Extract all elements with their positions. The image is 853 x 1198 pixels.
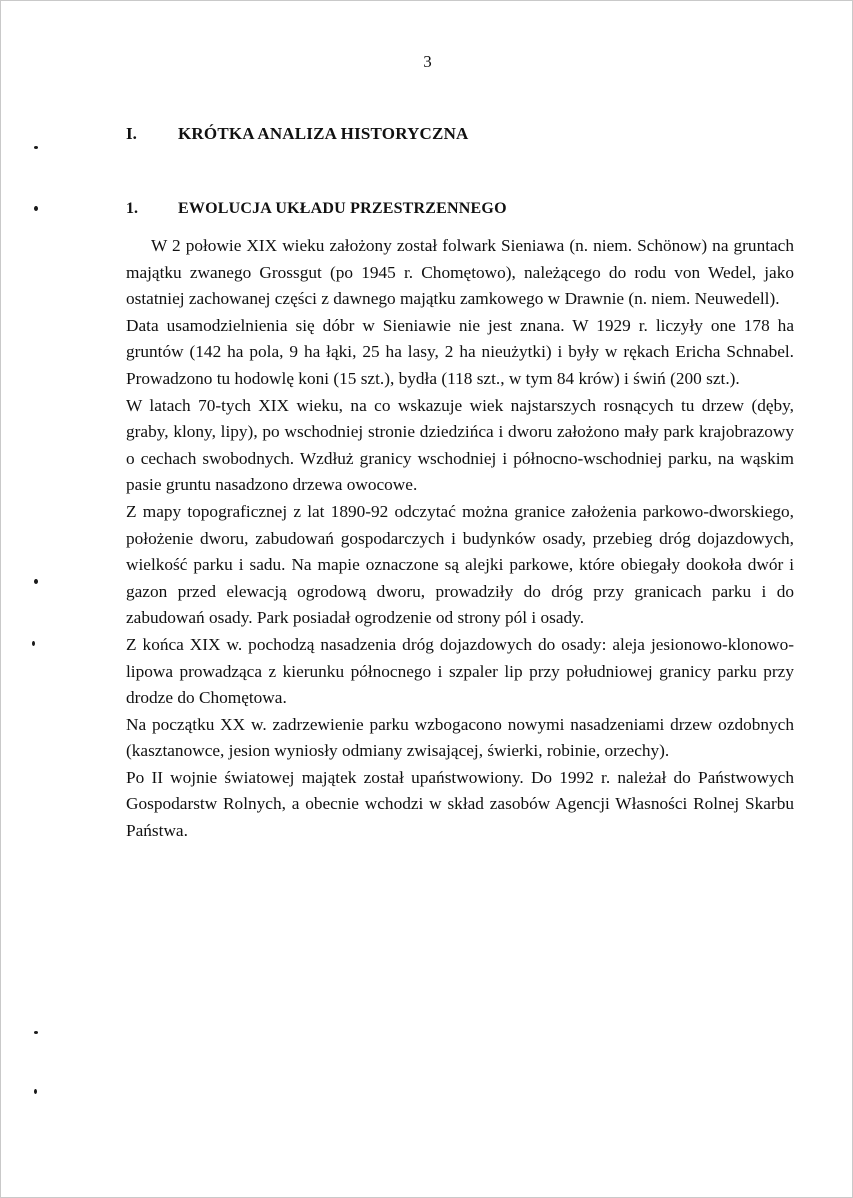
section-title: KRÓTKA ANALIZA HISTORYCZNA xyxy=(178,124,469,143)
paragraph: Z mapy topograficznej z lat 1890-92 odczytać można granice założenia parkowo-dworskiego, położenie dworu, zabudowań gospodarczych i budynków osady, przebieg dróg dojazdowych, wielkość parku i sadu. Na mapie oznaczone są alejki parkowe, które obiegały dookoła dwór i gazon przed elewacją ogrodową dworu, prowadziły do dróg przy granicach parku i do zabudowań osady. Park posiadał ogrodzenie od strony pól i osady. xyxy=(126,501,794,628)
paragraph: W 2 połowie XIX wieku założony został folwark Sieniawa (n. niem. Schönow) na gruntach majątku zwanego Grossgut (po 1945 r. Chomętowo), należącego do rodu von Wedel, jako ostatniej zachowanej części z dawnego majątku zamkowego w Drawnie (n. niem. Neuwedell). xyxy=(126,236,794,309)
scan-mark xyxy=(32,641,35,646)
paragraph: Na początku XX w. zadrzewienie parku wzbogacono nowymi nasadzeniami drzew ozdobnych (kasztanowce, jesion wyniosły odmiany zwisającej, świerki, robinie, orzechy). xyxy=(126,714,794,761)
section-number: I. xyxy=(126,124,137,143)
paragraph: W latach 70-tych XIX wieku, na co wskazuje wiek najstarszych rosnących tu drzew (dęby, graby, klony, lipy), po wschodniej stronie dziedzińca i dworu założono mały park krajobrazowy o cechach swobodnych. Wzdłuż granicy wschodniej i północno-wschodniej parku, na wąskim pasie gruntu nasadzono drzewa owocowe. xyxy=(126,395,794,495)
subsection-title: EWOLUCJA UKŁADU PRZESTRZENNEGO xyxy=(178,200,507,217)
scan-mark xyxy=(34,1089,37,1094)
paragraph: Data usamodzielnienia się dóbr w Sieniawie nie jest znana. W 1929 r. liczyły one 178 ha gruntów (142 ha pola, 9 ha łąki, 25 ha lasy, 2 ha nieużytki) i były w rękach Ericha Schnabel. Prowadzono tu hodowlę koni (15 szt.), bydła (118 szt., w tym 84 krów) i świń (200 szt.). xyxy=(126,315,794,388)
scan-mark xyxy=(34,206,38,211)
scan-mark xyxy=(34,1031,38,1034)
body-text xyxy=(126,233,794,845)
subsection-number: 1. xyxy=(126,200,138,217)
scan-mark xyxy=(34,146,38,149)
scan-mark xyxy=(34,579,38,584)
page-number: 3 xyxy=(423,52,432,71)
paragraph: Po II wojnie światowej majątek został upaństwowiony. Do 1992 r. należał do Państwowych Gospodarstw Rolnych, a obecnie wchodzi w skład zasobów Agencji Własności Rolnej Skarbu Państwa. xyxy=(126,767,794,841)
paragraph: Z końca XIX w. pochodzą nasadzenia dróg dojazdowych do osady: aleja jesionowo-klonowo-lipowa prowadząca z kierunku północnego i szpaler lip przy południowej granicy parku przy drodze do Chomętowa. xyxy=(126,634,794,708)
